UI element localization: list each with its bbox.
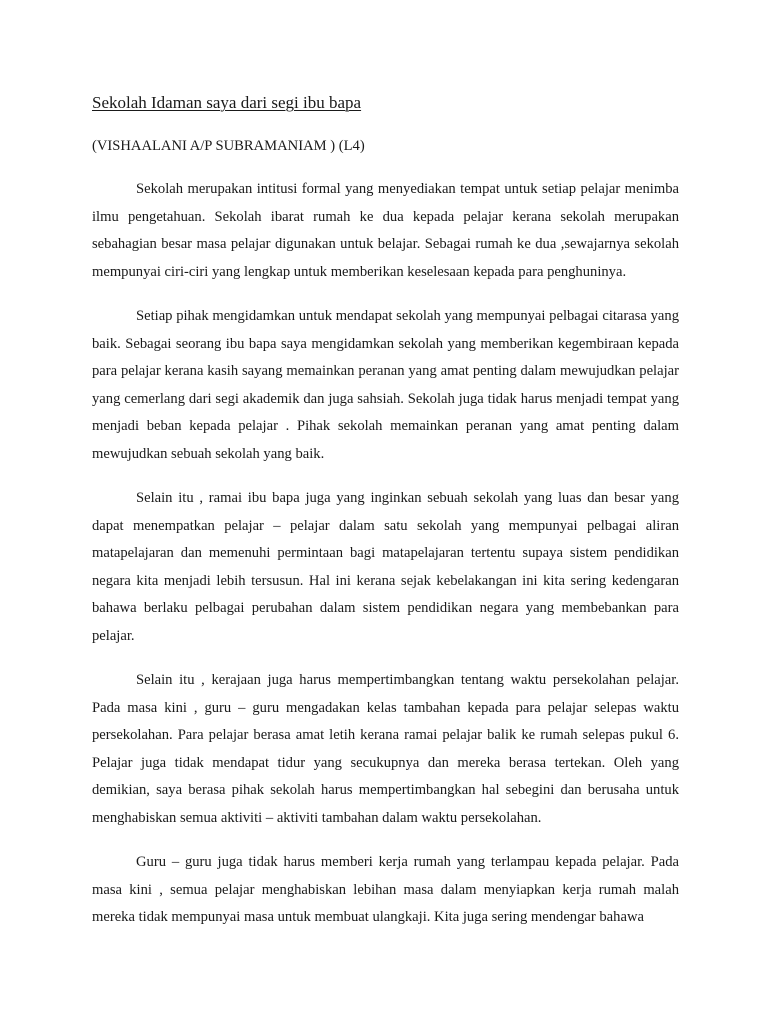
author-line: (VISHAALANI A/P SUBRAMANIAM ) (L4): [92, 138, 365, 154]
paragraph-5: Guru – guru juga tidak harus memberi kerja rumah yang terlampau kepada pelajar. Pada masa kini , semua pelajar menghabiskan lebihan masa dalam menyiapkan kerja rumah malah mereka tidak mempunyai masa untuk membuat ulangkaji. Kita juga sering mendengar bahawa: [92, 854, 679, 925]
paragraph-3: Selain itu , ramai ibu bapa juga yang inginkan sebuah sekolah yang luas dan besar yang dapat menempatkan pelajar – pelajar dalam satu sekolah yang mempunyai pelbagai aliran matapelajaran dan memenuhi permintaan bagi matapelajaran tertentu supaya sistem pendidikan negara kita menjadi lebih tersusun. Hal ini kerana sejak kebelakangan ini kita sering kedengaran bahawa berlaku pelbagai perubahan dalam sistem pendidikan negara yang membebankan para pelajar.: [92, 490, 679, 644]
document-title: Sekolah Idaman saya dari segi ibu bapa: [92, 93, 362, 112]
paragraph-1: Sekolah merupakan intitusi formal yang menyediakan tempat untuk setiap pelajar menimba ilmu pengetahuan. Sekolah ibarat rumah ke dua kepada pelajar kerana sekolah merupakan sebahagian besar masa pelajar digunakan untuk belajar. Sebagai rumah ke dua ,sewajarnya sekolah mempunyai ciri-ciri yang lengkap untuk memberikan keselesaan kepada para penghuninya.: [92, 181, 679, 280]
paragraph-4: Selain itu , kerajaan juga harus mempertimbangkan tentang waktu persekolahan pelajar. Pada masa kini , guru – guru mengadakan kelas tambahan kepada para pelajar selepas waktu persekolahan. Para pelajar berasa amat letih kerana ramai pelajar balik ke rumah selepas pukul 6. Pelajar juga tidak mendapat tidur yang secukupnya dan mereka berasa tertekan. Oleh yang demikian, saya berasa pihak sekolah harus mempertimbangkan hal sebegini dan berusaha untuk menghabiskan semua aktiviti – aktiviti tambahan dalam waktu persekolahan.: [92, 672, 679, 826]
document-body: [92, 176, 679, 949]
paragraph-2: Setiap pihak mengidamkan untuk mendapat sekolah yang mempunyai pelbagai citarasa yang baik. Sebagai seorang ibu bapa saya mengidamkan sekolah yang memberikan kegembiraan kepada para pelajar kerana kasih sayang memainkan peranan yang amat penting dalam mewujudkan pelajar yang cemerlang dari segi akademik dan juga sahsiah. Sekolah juga tidak harus menjadi tempat yang menjadi beban kepada pelajar . Pihak sekolah memainkan peranan yang amat penting dalam mewujudkan sebuah sekolah yang baik.: [92, 308, 679, 462]
